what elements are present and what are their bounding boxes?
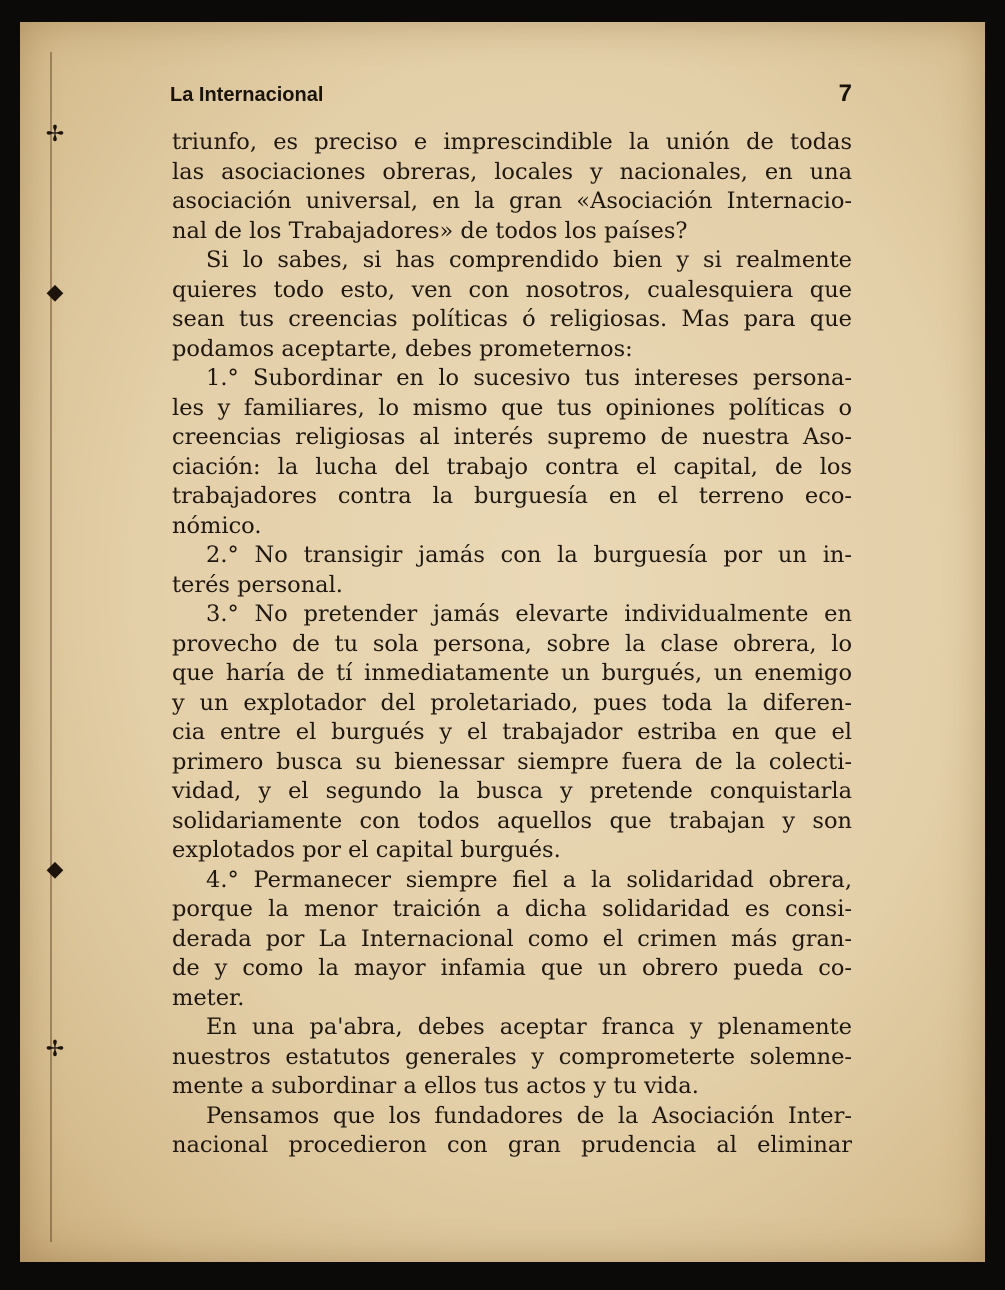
text-line: las asociaciones obreras, locales y nacionales, en una bbox=[172, 158, 852, 185]
running-title: La Internacional bbox=[170, 84, 324, 106]
text-line: y un explotador del proletariado, pues toda la diferen- bbox=[172, 689, 852, 716]
text-line: nómico. bbox=[172, 512, 262, 539]
text-line: creencias religiosas al interés supremo de nuestra Aso- bbox=[172, 424, 852, 450]
text-line: 3.° No pretender jamás elevarte individualmente en bbox=[206, 601, 852, 627]
text-line: primero busca su bienessar siempre fuera de la colecti- bbox=[172, 748, 852, 775]
text-line: trabajadores contra la burguesía en el terreno eco- bbox=[172, 483, 852, 509]
binding-stitch-icon: ◆ bbox=[46, 280, 64, 305]
binding-stitch-icon: ✢ bbox=[45, 1037, 65, 1062]
binding-stitch-icon: ✢ bbox=[45, 122, 65, 147]
text-line: nuestros estatutos generales y comprometerte solemne- bbox=[172, 1043, 852, 1070]
text-line: Pensamos que los fundadores de la Asociación Inter- bbox=[206, 1102, 852, 1129]
text-line: quieres todo esto, ven con nosotros, cualesquiera que bbox=[172, 276, 852, 303]
text-line: provecho de tu sola persona, sobre la clase obrera, lo bbox=[172, 630, 852, 657]
text-line: explotados por el capital burgués. bbox=[172, 837, 561, 863]
text-line: 2.° No transigir jamás con la burguesía por un in- bbox=[206, 542, 852, 568]
text-line: porque la menor traición a dicha solidaridad es consi- bbox=[172, 896, 852, 922]
text-line: cia entre el burgués y el trabajador estriba en que el bbox=[172, 719, 852, 745]
page-spine bbox=[50, 52, 62, 1242]
body-text bbox=[172, 128, 852, 1161]
text-line: Si lo sabes, si has comprendido bien y si realmente bbox=[206, 247, 852, 273]
text-line: En una pa'abra, debes aceptar franca y plenamente bbox=[206, 1014, 852, 1040]
text-line: podamos aceptarte, debes prometernos: bbox=[172, 335, 633, 362]
text-line: meter. bbox=[172, 984, 245, 1011]
text-line: vidad, y el segundo la busca y pretende conquistarla bbox=[172, 778, 852, 804]
text-line: mente a subordinar a ellos tus actos y tu vida. bbox=[172, 1073, 699, 1099]
text-line: que haría de tí inmediatamente un burgués, un enemigo bbox=[172, 660, 852, 686]
text-line: sean tus creencias políticas ó religiosas. Mas para que bbox=[172, 306, 852, 332]
text-line: 1.° Subordinar en lo sucesivo tus intereses persona- bbox=[206, 365, 852, 391]
page-number: 7 bbox=[838, 80, 852, 107]
text-line: nal de los Trabajadores» de todos los países? bbox=[172, 217, 688, 244]
running-header bbox=[170, 78, 852, 112]
text-line: les y familiares, lo mismo que tus opiniones políticas o bbox=[172, 394, 852, 421]
text-line: solidariamente con todos aquellos que trabajan y son bbox=[172, 807, 852, 834]
text-line: asociación universal, en la gran «Asociación Internacio- bbox=[172, 188, 852, 214]
text-line: nacional procedieron con gran prudencia al eliminar bbox=[172, 1132, 852, 1158]
binding-stitch-icon: ◆ bbox=[46, 857, 64, 882]
text-line: de y como la mayor infamia que un obrero pueda co- bbox=[172, 955, 852, 981]
text-line: terés personal. bbox=[172, 571, 343, 598]
text-line: derada por La Internacional como el crimen más gran- bbox=[172, 925, 852, 952]
text-line: triunfo, es preciso e imprescindible la unión de todas bbox=[172, 129, 852, 155]
text-line: 4.° Permanecer siempre fiel a la solidaridad obrera, bbox=[206, 866, 852, 893]
text-line: ciación: la lucha del trabajo contra el capital, de los bbox=[172, 453, 852, 480]
